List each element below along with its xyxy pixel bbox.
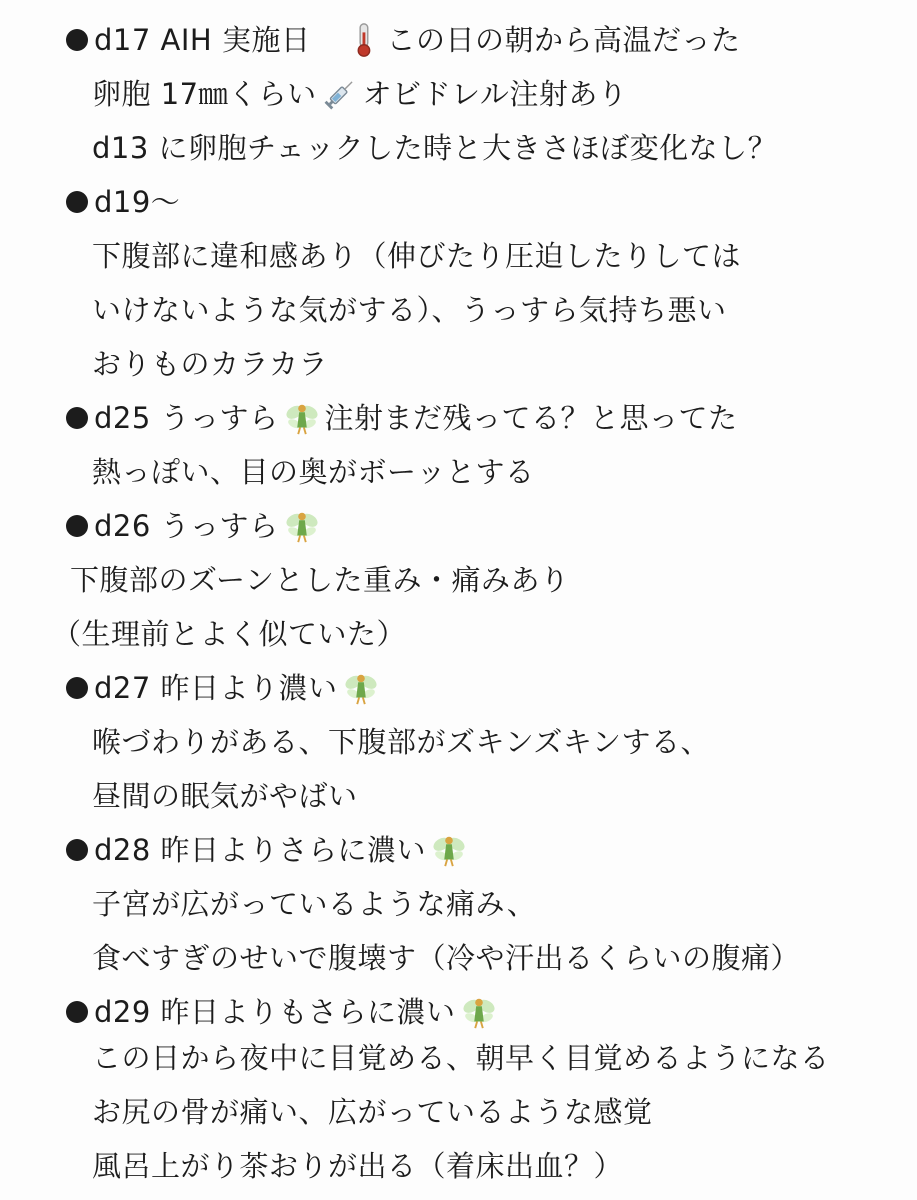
note-text: この日の朝から高温だった [386, 23, 741, 57]
fairy-icon [342, 669, 380, 707]
note-text: 子宮が広がっているような痛み、 [92, 887, 537, 921]
note-text: 昼間の眠気がやばい [92, 779, 358, 813]
note-text: 下腹部のズーンとした重み・痛みあり [70, 563, 570, 597]
fairy-icon [283, 399, 321, 437]
fairy-icon [283, 507, 321, 545]
note-text: d27 昨日より濃い [94, 671, 338, 705]
note-text: d28 昨日よりさらに濃い [94, 833, 427, 867]
syringe-icon [321, 75, 359, 113]
note-line [92, 1085, 653, 1139]
note-text: d25 うっすら [94, 401, 279, 435]
note-text: 食べすぎのせいで腹壊す（冷や汗出るくらいの腹痛） [92, 941, 801, 975]
note-text: 下腹部に違和感あり（伸びたり圧迫したりしては [92, 239, 742, 273]
page-edge [0, 1194, 917, 1200]
note-text: この日から夜中に目覚める、朝早く目覚めるようになる [92, 1041, 830, 1075]
note-text: 卵胞 17㎜くらい [92, 77, 317, 111]
note-line [92, 877, 536, 931]
note-text: d13 に卵胞チェックした時と大きさほぼ変化なし？ [92, 131, 778, 165]
note-line [66, 13, 740, 67]
bullet-dot [66, 677, 88, 699]
fairy-icon [430, 831, 468, 869]
note-line [92, 337, 328, 391]
bullet-dot [66, 1001, 88, 1023]
note-text: 熱っぽい、目の奥がボーッとする [92, 455, 535, 489]
bullet-dot [66, 407, 88, 429]
bullet-dot [66, 515, 88, 537]
note-line [70, 553, 569, 607]
note-text: 風呂上がり茶おりが出る（着床出血？） [92, 1149, 624, 1183]
bullet-dot [66, 191, 88, 213]
note-text: d29 昨日よりもさらに濃い [94, 995, 456, 1029]
note-text: d17 AIH 実施日 [94, 23, 311, 57]
note-text: d26 うっすら [94, 509, 279, 543]
note-line [66, 391, 738, 445]
note-text: 注射まだ残ってる？と思ってた [324, 401, 738, 435]
note-line [92, 229, 741, 283]
note-line [66, 499, 325, 553]
note-line [92, 715, 710, 769]
note-line [92, 121, 777, 175]
note-line [92, 1031, 830, 1085]
fairy-icon [460, 993, 498, 1031]
note-text: オビドレル注射あり [362, 77, 628, 111]
note-line [66, 175, 180, 229]
note-line [92, 931, 800, 985]
note-text: d19～ [94, 185, 181, 219]
note-line [92, 283, 727, 337]
note-line [92, 445, 535, 499]
bullet-dot [66, 839, 88, 861]
note-line [66, 661, 384, 715]
note-text: お尻の骨が痛い、広がっているような感覚 [92, 1095, 653, 1129]
note-text: おりものカラカラ [92, 347, 329, 381]
note-line [92, 1139, 623, 1193]
note-line [92, 67, 627, 121]
note-text: いけないような気がする）、うっすら気持ち悪い [92, 293, 727, 327]
thermometer-icon [344, 21, 382, 59]
note-line [52, 607, 406, 661]
note-text: （生理前とよく似ていた） [52, 617, 407, 651]
note-text: 喉づわりがある、下腹部がズキンズキンする、 [92, 725, 711, 759]
note-line [66, 823, 472, 877]
note-line [92, 769, 358, 823]
bullet-dot [66, 29, 88, 51]
